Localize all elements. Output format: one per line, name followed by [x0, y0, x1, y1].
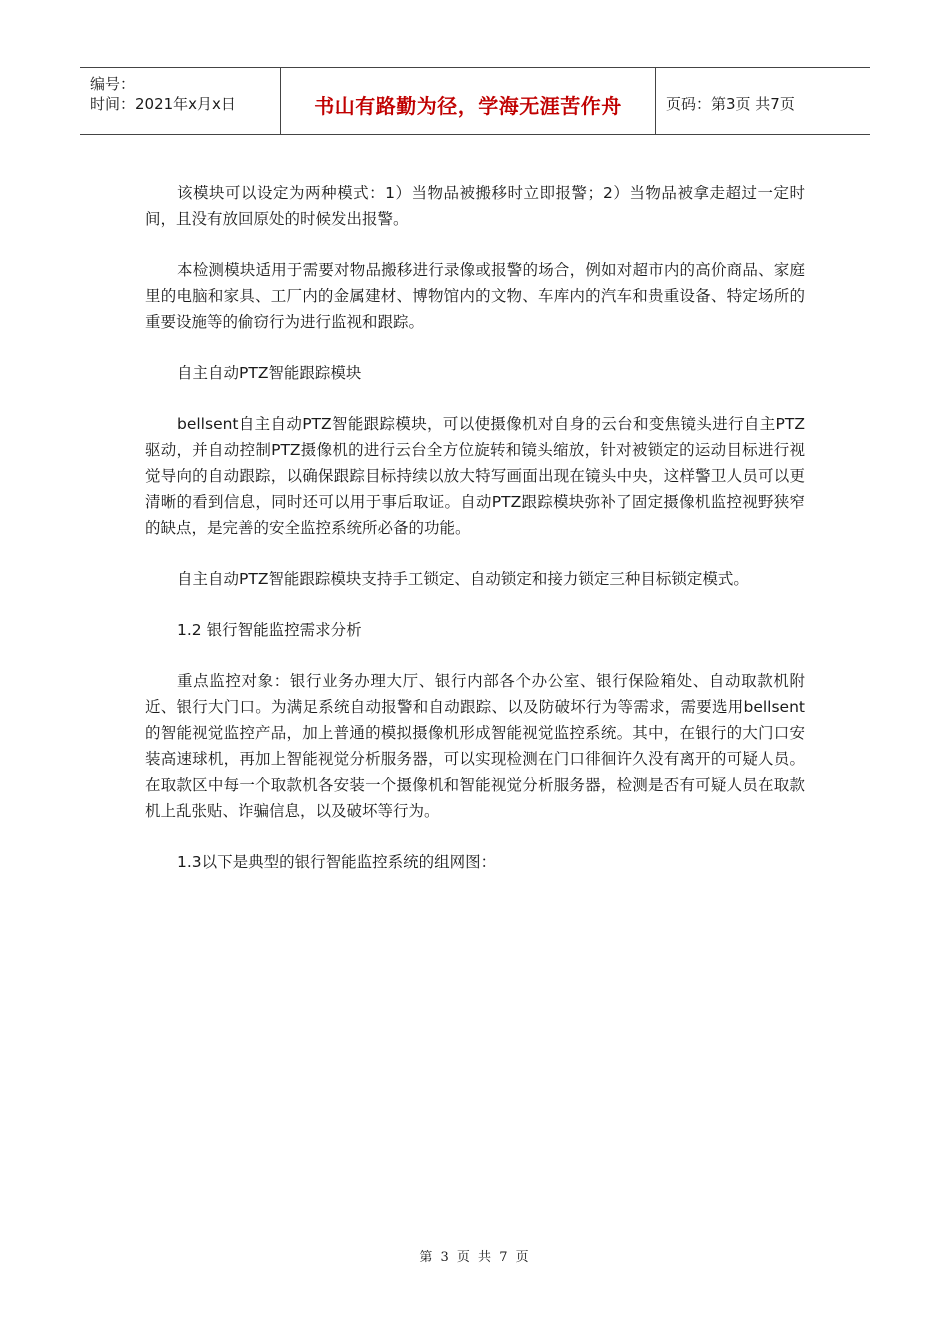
paragraph: 该模块可以设定为两种模式：1）当物品被搬移时立即报警；2）当物品被拿走超过一定时间，且没有放回原处的时候发出报警。	[145, 184, 805, 228]
heading-prefix: 1.2 银行	[177, 621, 238, 639]
header-meta	[90, 74, 236, 114]
page-footer: 第 3 页 共 7 页	[419, 1250, 531, 1265]
paragraph: 本检测模块适用于需要对物品搬移进行录像或报警的场合，例如对超市内的高价商品、家庭里的电脑和家具、工厂内的金属建材、博物馆内的文物、车库内的汽车和贵重设备、特定场所的重要设施等的偷窃行为进行监视和跟踪。	[145, 261, 805, 331]
header-divider	[655, 68, 656, 134]
heading-highlight: 智能监控	[237, 621, 300, 639]
paragraph: 自主自动PTZ智能跟踪模块支持手工锁定、自动锁定和接力锁定三种目标锁定模式。	[177, 570, 749, 588]
paragraph: bellsent自主自动PTZ智能跟踪模块，可以使摄像机对自身的云台和变焦镜头进行自主PTZ驱动，并自动控制PTZ摄像机的进行云台全方位旋转和镜头缩放，针对被锁定的运动目标进行视觉导向的自动跟踪，以确保跟踪目标持续以放大特写画面出现在镜头中央，这样警卫人员可以更清晰的看到信息，同时还可以用于事后取证。自动PTZ跟踪模块弥补了固定摄像机监控视野狭窄的缺点，是完善的安全监控系统所必备的功能。	[145, 415, 805, 537]
header-date: 时间：2021年x月x日	[90, 95, 236, 113]
header-number-label: 编号：	[90, 75, 136, 93]
section-heading: 1.3以下是典型的银行智能监控系统的组网图：	[177, 853, 497, 871]
document-header	[80, 67, 870, 135]
header-motto: 书山有路勤为径，学海无涯苦作舟	[314, 94, 622, 118]
header-page-info: 页码：第3页 共7页	[666, 95, 795, 113]
paragraph: 重点监控对象：银行业务办理大厅、银行内部各个办公室、银行保险箱处、自动取款机附近、银行大门口。为满足系统自动报警和自动跟踪、以及防破坏行为等需求，需要选用bellsent的智能视觉监控产品，加上普通的模拟摄像机形成智能视觉监控系统。其中，在银行的大门口安装高速球机，再加上智能视觉分析服务器，可以实现检测在门口徘徊许久没有离开的可疑人员。在取款区中每一个取款机各安装一个摄像机和智能视觉分析服务器，检测是否有可疑人员在取款机上乱张贴、诈骗信息，以及破坏等行为。	[145, 672, 805, 820]
heading-suffix: 需求分析	[299, 621, 362, 639]
section-heading	[145, 617, 805, 643]
section-heading: 自主自动PTZ智能跟踪模块	[177, 364, 362, 382]
document-body	[145, 180, 805, 900]
